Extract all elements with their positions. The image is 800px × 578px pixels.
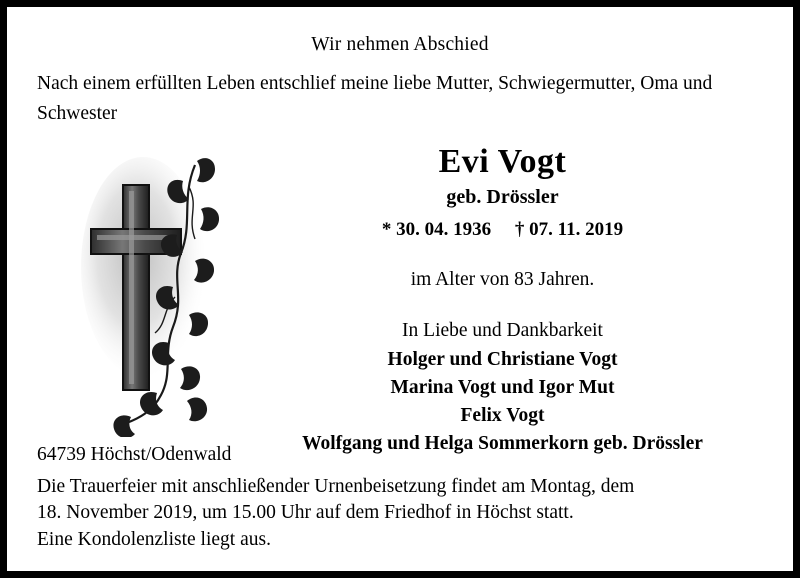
birth-death-dates: * 30. 04. 1936 † 07. 11. 2019	[381, 219, 624, 241]
frame-right-border	[793, 7, 800, 571]
service-line-3: Eine Kondolenzliste liegt aus.	[37, 528, 271, 550]
mourner-line: Wolfgang und Helga Sommerkorn geb. Drössler	[302, 433, 703, 455]
mourner-line: Holger und Christiane Vogt	[387, 348, 618, 370]
intro-text: Nach einem erfüllten Leben entschlief meine liebe Mutter, Schwiegermutter, Oma und Schwester	[37, 73, 713, 124]
mourners-block	[232, 317, 773, 458]
location-line: 64739 Höchst/Odenwald	[37, 444, 232, 466]
mourner-line: Marina Vogt und Igor Mut	[390, 376, 615, 398]
age-line: im Alter von 83 Jahren.	[410, 269, 595, 291]
service-details	[37, 474, 763, 553]
notice-inner	[7, 7, 793, 571]
mourner-line: Felix Vogt	[460, 405, 545, 427]
maiden-name: geb. Drössler	[446, 186, 559, 209]
cross-with-ivy-icon	[77, 147, 227, 437]
headline: Wir nehmen Abschied	[311, 34, 489, 55]
service-line-1: Die Trauerfeier mit anschließender Urnenbeisetzung findet am Montag, dem	[37, 476, 635, 498]
frame-left-border	[0, 7, 7, 571]
main-block	[232, 143, 773, 459]
mourners-intro: In Liebe und Dankbarkeit	[402, 320, 603, 342]
footer-block	[37, 444, 763, 553]
service-line-2: 18. November 2019, um 15.00 Uhr auf dem Friedhof in Höchst statt.	[37, 502, 574, 524]
deceased-name: Evi Vogt	[438, 143, 567, 180]
